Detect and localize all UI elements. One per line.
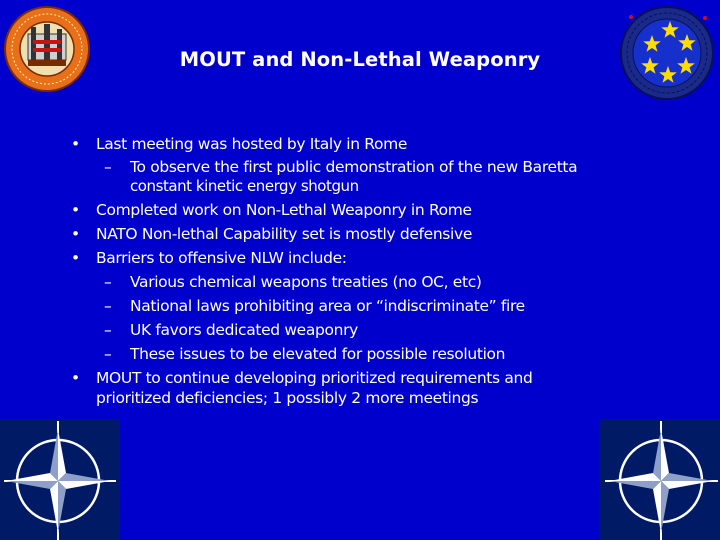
bullet-text: Last meeting was hosted by Italy in Rome xyxy=(96,135,408,153)
sub-bullet-text: Various chemical weapons treaties (no OC, etc) xyxy=(130,273,482,291)
bullet-marker: • xyxy=(71,135,81,153)
nato-compass-star-icon xyxy=(0,419,120,540)
sub-bullet-text-continuation: constant kinetic energy shotgun xyxy=(130,177,359,195)
bullet-text-continuation: prioritized deficiencies; 1 possibly 2 more meetings xyxy=(96,389,479,407)
sub-bullet-marker: – xyxy=(104,297,112,315)
sub-bullet-marker: – xyxy=(104,345,112,363)
sub-bullet-text: National laws prohibiting area or “indiscriminate” fire xyxy=(130,297,525,315)
sub-bullet-marker: – xyxy=(104,158,112,176)
slide-title: MOUT and Non-Lethal Weaponry xyxy=(179,48,541,71)
bullet-marker: • xyxy=(71,369,81,387)
bullet-text: MOUT to continue developing prioritized requirements and xyxy=(96,369,533,387)
bullet-marker: • xyxy=(71,249,81,267)
bullet-text: Barriers to offensive NLW include: xyxy=(96,249,347,267)
sub-bullet-text: These issues to be elevated for possible resolution xyxy=(130,345,506,363)
bullet-text: NATO Non-lethal Capability set is mostly defensive xyxy=(96,225,473,243)
sub-bullet-marker: – xyxy=(104,273,112,291)
bullet-marker: • xyxy=(71,201,81,219)
sub-bullet-text: UK favors dedicated weaponry xyxy=(130,321,358,339)
bullet-text: Completed work on Non-Lethal Weaponry in Rome xyxy=(96,201,472,219)
bullet-marker: • xyxy=(71,225,81,243)
sub-bullet-marker: – xyxy=(104,321,112,339)
nato-compass-star-icon xyxy=(599,419,720,540)
sub-bullet-text: To observe the first public demonstration of the new Baretta xyxy=(130,158,578,176)
